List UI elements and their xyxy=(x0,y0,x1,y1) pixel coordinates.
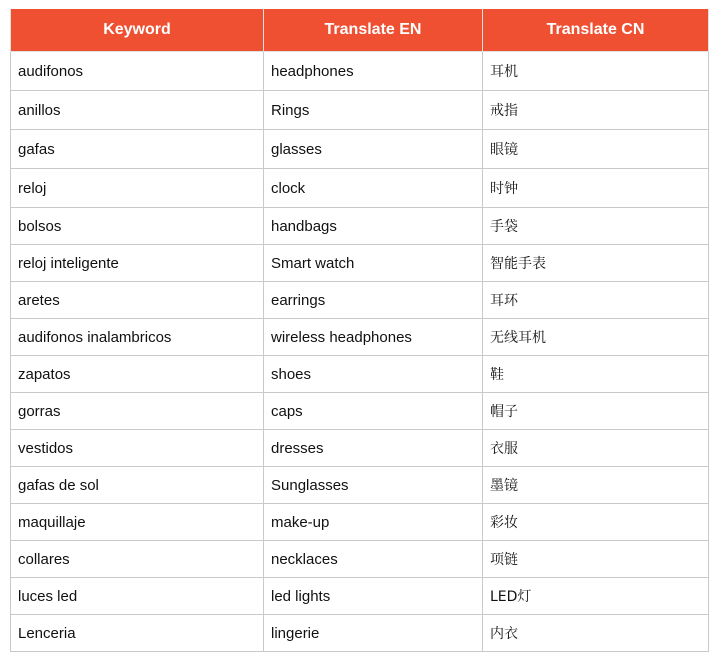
table-header-row xyxy=(11,9,709,52)
table-row xyxy=(11,208,709,245)
translate-en-cell: lingerie xyxy=(264,615,483,652)
keyword-cell: bolsos xyxy=(11,208,264,245)
column-header-translate-en: Translate EN xyxy=(264,9,483,52)
translate-cn-cell: 无线耳机 xyxy=(483,319,709,356)
keyword-cell: gafas xyxy=(11,130,264,169)
table-row xyxy=(11,319,709,356)
translate-cn-cell: 帽子 xyxy=(483,393,709,430)
translate-cn-cell: 彩妆 xyxy=(483,504,709,541)
translate-cn-cell: 手袋 xyxy=(483,208,709,245)
table-row xyxy=(11,430,709,467)
translate-en-cell: handbags xyxy=(264,208,483,245)
translate-en-cell: shoes xyxy=(264,356,483,393)
keyword-cell: gafas de sol xyxy=(11,467,264,504)
keyword-cell: reloj xyxy=(11,169,264,208)
table-row xyxy=(11,245,709,282)
column-header-translate-cn: Translate CN xyxy=(483,9,709,52)
keyword-cell: reloj inteligente xyxy=(11,245,264,282)
translate-en-cell: wireless headphones xyxy=(264,319,483,356)
translate-cn-cell: 眼镜 xyxy=(483,130,709,169)
translate-cn-cell: LED灯 xyxy=(483,578,709,615)
translate-en-cell: clock xyxy=(264,169,483,208)
table-row xyxy=(11,130,709,169)
translate-en-cell: Smart watch xyxy=(264,245,483,282)
translate-cn-cell: 墨镜 xyxy=(483,467,709,504)
table-row xyxy=(11,615,709,652)
translate-cn-cell: 衣服 xyxy=(483,430,709,467)
table-row xyxy=(11,393,709,430)
translate-en-cell: glasses xyxy=(264,130,483,169)
table-row xyxy=(11,467,709,504)
table-row xyxy=(11,356,709,393)
keyword-cell: audifonos xyxy=(11,52,264,91)
translate-cn-cell: 戒指 xyxy=(483,91,709,130)
translate-en-cell: headphones xyxy=(264,52,483,91)
keyword-cell: zapatos xyxy=(11,356,264,393)
translate-en-cell: make-up xyxy=(264,504,483,541)
translate-en-cell: necklaces xyxy=(264,541,483,578)
translate-cn-cell: 项链 xyxy=(483,541,709,578)
keyword-cell: collares xyxy=(11,541,264,578)
table-row xyxy=(11,91,709,130)
keyword-cell: gorras xyxy=(11,393,264,430)
translate-en-cell: earrings xyxy=(264,282,483,319)
translate-en-cell: caps xyxy=(264,393,483,430)
translate-cn-cell: 耳环 xyxy=(483,282,709,319)
table-row xyxy=(11,541,709,578)
translate-cn-cell: 时钟 xyxy=(483,169,709,208)
keyword-cell: luces led xyxy=(11,578,264,615)
translate-cn-cell: 智能手表 xyxy=(483,245,709,282)
table-row xyxy=(11,282,709,319)
keyword-cell: Lenceria xyxy=(11,615,264,652)
column-header-keyword: Keyword xyxy=(11,9,264,52)
table-row xyxy=(11,578,709,615)
translate-cn-cell: 耳机 xyxy=(483,52,709,91)
translate-cn-cell: 鞋 xyxy=(483,356,709,393)
translate-en-cell: dresses xyxy=(264,430,483,467)
keyword-cell: audifonos inalambricos xyxy=(11,319,264,356)
translate-en-cell: Sunglasses xyxy=(264,467,483,504)
translate-en-cell: led lights xyxy=(264,578,483,615)
keyword-cell: anillos xyxy=(11,91,264,130)
keyword-translation-table xyxy=(10,9,709,652)
table-row xyxy=(11,52,709,91)
keyword-cell: vestidos xyxy=(11,430,264,467)
keyword-cell: maquillaje xyxy=(11,504,264,541)
table-row xyxy=(11,169,709,208)
keyword-cell: aretes xyxy=(11,282,264,319)
translate-en-cell: Rings xyxy=(264,91,483,130)
table-row xyxy=(11,504,709,541)
translate-cn-cell: 内衣 xyxy=(483,615,709,652)
